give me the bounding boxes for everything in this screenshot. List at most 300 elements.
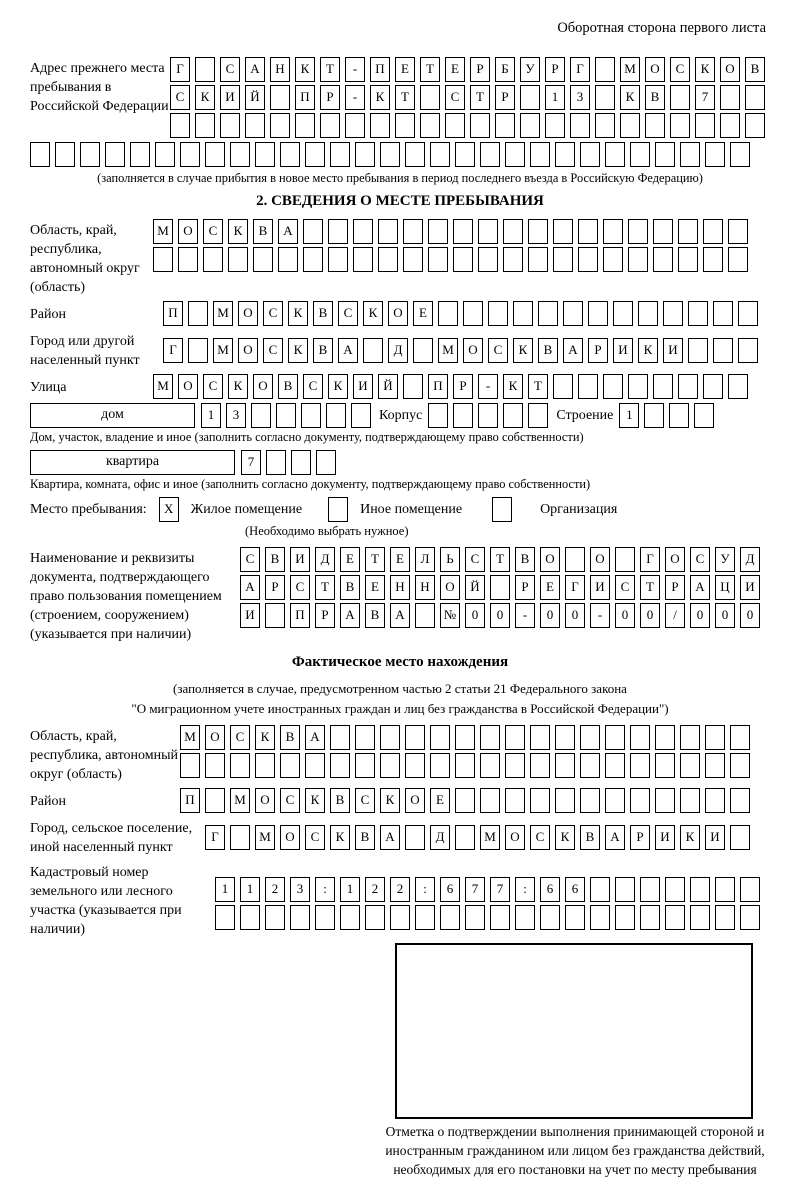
char-box[interactable]: Е <box>413 301 433 326</box>
char-box[interactable] <box>215 905 235 930</box>
char-box[interactable] <box>265 603 285 628</box>
char-box[interactable] <box>605 725 625 750</box>
char-box[interactable]: В <box>355 825 375 850</box>
char-box[interactable] <box>705 788 725 813</box>
char-box[interactable]: Г <box>163 338 183 363</box>
char-box[interactable] <box>530 788 550 813</box>
char-box[interactable]: Р <box>315 603 335 628</box>
char-box[interactable] <box>615 877 635 902</box>
char-box[interactable] <box>330 725 350 750</box>
char-box[interactable]: Р <box>320 85 340 110</box>
char-box[interactable] <box>665 877 685 902</box>
char-box[interactable] <box>355 753 375 778</box>
char-box[interactable]: С <box>355 788 375 813</box>
char-box[interactable]: 0 <box>540 603 560 628</box>
char-box[interactable] <box>503 403 523 428</box>
char-box[interactable] <box>670 85 690 110</box>
char-box[interactable]: А <box>605 825 625 850</box>
char-box[interactable] <box>280 142 300 167</box>
char-box[interactable]: К <box>295 57 315 82</box>
char-box[interactable]: Й <box>465 575 485 600</box>
char-box[interactable] <box>678 374 698 399</box>
char-box[interactable] <box>653 219 673 244</box>
char-box[interactable] <box>478 247 498 272</box>
char-box[interactable]: К <box>380 788 400 813</box>
char-box[interactable]: Е <box>340 547 360 572</box>
char-box[interactable] <box>345 113 365 138</box>
char-box[interactable] <box>555 725 575 750</box>
char-box[interactable] <box>413 338 433 363</box>
char-box[interactable]: К <box>555 825 575 850</box>
char-box[interactable]: С <box>690 547 710 572</box>
char-box[interactable] <box>328 219 348 244</box>
char-box[interactable] <box>270 85 290 110</box>
char-box[interactable]: В <box>365 603 385 628</box>
char-box[interactable]: В <box>745 57 765 82</box>
char-box[interactable]: О <box>178 374 198 399</box>
char-box[interactable]: А <box>338 338 358 363</box>
char-box[interactable] <box>705 725 725 750</box>
char-box[interactable] <box>615 547 635 572</box>
char-box[interactable] <box>665 905 685 930</box>
char-box[interactable] <box>530 753 550 778</box>
char-box[interactable] <box>445 113 465 138</box>
char-box[interactable]: Р <box>470 57 490 82</box>
char-box[interactable] <box>720 113 740 138</box>
char-box[interactable] <box>738 301 758 326</box>
char-box[interactable] <box>588 301 608 326</box>
char-box[interactable]: Т <box>395 85 415 110</box>
char-box[interactable] <box>628 219 648 244</box>
char-box[interactable]: О <box>590 547 610 572</box>
char-box[interactable] <box>705 142 725 167</box>
char-box[interactable] <box>730 788 750 813</box>
char-box[interactable]: Т <box>365 547 385 572</box>
char-box[interactable] <box>378 247 398 272</box>
char-box[interactable]: Ц <box>715 575 735 600</box>
char-box[interactable]: В <box>313 301 333 326</box>
char-box[interactable] <box>130 142 150 167</box>
char-box[interactable]: Т <box>490 547 510 572</box>
char-box[interactable] <box>230 142 250 167</box>
char-box[interactable]: 3 <box>570 85 590 110</box>
char-box[interactable]: И <box>590 575 610 600</box>
char-box[interactable] <box>255 142 275 167</box>
char-box[interactable]: № <box>440 603 460 628</box>
char-box[interactable]: 1 <box>619 403 639 428</box>
char-box[interactable]: П <box>428 374 448 399</box>
char-box[interactable] <box>188 301 208 326</box>
char-box[interactable]: 1 <box>201 403 221 428</box>
char-box[interactable] <box>528 403 548 428</box>
char-box[interactable] <box>730 825 750 850</box>
char-box[interactable] <box>403 374 423 399</box>
char-box[interactable]: Т <box>470 85 490 110</box>
char-box[interactable]: О <box>280 825 300 850</box>
char-box[interactable]: Е <box>365 575 385 600</box>
char-box[interactable] <box>730 725 750 750</box>
char-box[interactable] <box>703 374 723 399</box>
char-box[interactable] <box>490 905 510 930</box>
char-box[interactable]: К <box>513 338 533 363</box>
char-box[interactable] <box>590 905 610 930</box>
char-box[interactable] <box>463 301 483 326</box>
char-box[interactable]: Г <box>565 575 585 600</box>
char-box[interactable]: К <box>680 825 700 850</box>
char-box[interactable] <box>415 905 435 930</box>
char-box[interactable] <box>280 753 300 778</box>
char-box[interactable] <box>678 219 698 244</box>
char-box[interactable]: А <box>340 603 360 628</box>
char-box[interactable]: 0 <box>565 603 585 628</box>
char-box[interactable] <box>353 247 373 272</box>
char-box[interactable] <box>655 142 675 167</box>
char-box[interactable]: М <box>255 825 275 850</box>
char-box[interactable] <box>678 247 698 272</box>
char-box[interactable]: С <box>338 301 358 326</box>
char-box[interactable] <box>355 725 375 750</box>
char-box[interactable]: И <box>240 603 260 628</box>
char-box[interactable] <box>353 219 373 244</box>
char-box[interactable] <box>703 219 723 244</box>
char-box[interactable] <box>530 725 550 750</box>
char-box[interactable] <box>695 113 715 138</box>
char-box[interactable] <box>528 247 548 272</box>
char-box[interactable] <box>520 113 540 138</box>
char-box[interactable]: 3 <box>290 877 310 902</box>
char-box[interactable] <box>713 301 733 326</box>
char-box[interactable] <box>220 113 240 138</box>
char-box[interactable] <box>555 753 575 778</box>
char-box[interactable] <box>730 753 750 778</box>
char-box[interactable]: - <box>478 374 498 399</box>
char-box[interactable] <box>428 403 448 428</box>
char-box[interactable] <box>505 788 525 813</box>
char-box[interactable] <box>203 247 223 272</box>
char-box[interactable]: - <box>515 603 535 628</box>
char-box[interactable]: Т <box>640 575 660 600</box>
char-box[interactable]: : <box>315 877 335 902</box>
char-box[interactable]: М <box>620 57 640 82</box>
char-box[interactable]: 0 <box>465 603 485 628</box>
char-box[interactable] <box>420 85 440 110</box>
char-box[interactable] <box>470 113 490 138</box>
char-box[interactable] <box>653 247 673 272</box>
char-box[interactable] <box>703 247 723 272</box>
char-box[interactable] <box>580 753 600 778</box>
char-box[interactable]: 0 <box>640 603 660 628</box>
char-box[interactable] <box>245 113 265 138</box>
char-box[interactable] <box>630 753 650 778</box>
char-box[interactable]: К <box>228 374 248 399</box>
char-box[interactable] <box>480 788 500 813</box>
char-box[interactable]: - <box>345 85 365 110</box>
char-box[interactable] <box>351 403 371 428</box>
char-box[interactable] <box>378 219 398 244</box>
char-box[interactable] <box>640 877 660 902</box>
char-box[interactable] <box>653 374 673 399</box>
char-box[interactable] <box>480 142 500 167</box>
char-box[interactable] <box>395 113 415 138</box>
char-box[interactable] <box>55 142 75 167</box>
char-box[interactable] <box>455 725 475 750</box>
char-box[interactable] <box>195 113 215 138</box>
house-type-box[interactable]: дом <box>30 403 195 428</box>
char-box[interactable] <box>380 725 400 750</box>
char-box[interactable]: Е <box>430 788 450 813</box>
char-box[interactable] <box>340 905 360 930</box>
char-box[interactable] <box>405 753 425 778</box>
char-box[interactable]: К <box>228 219 248 244</box>
char-box[interactable]: Р <box>515 575 535 600</box>
char-box[interactable] <box>478 219 498 244</box>
char-box[interactable]: 7 <box>695 85 715 110</box>
char-box[interactable] <box>253 247 273 272</box>
char-box[interactable] <box>540 905 560 930</box>
char-box[interactable] <box>555 142 575 167</box>
char-box[interactable]: С <box>305 825 325 850</box>
char-box[interactable]: Р <box>265 575 285 600</box>
char-box[interactable] <box>553 219 573 244</box>
char-box[interactable]: Р <box>588 338 608 363</box>
char-box[interactable]: К <box>288 338 308 363</box>
char-box[interactable]: Б <box>495 57 515 82</box>
char-box[interactable]: О <box>720 57 740 82</box>
char-box[interactable] <box>430 142 450 167</box>
char-box[interactable] <box>728 247 748 272</box>
char-box[interactable]: 7 <box>465 877 485 902</box>
char-box[interactable] <box>538 301 558 326</box>
char-box[interactable] <box>578 219 598 244</box>
char-box[interactable]: / <box>665 603 685 628</box>
char-box[interactable]: 2 <box>265 877 285 902</box>
char-box[interactable] <box>405 825 425 850</box>
char-box[interactable]: Г <box>570 57 590 82</box>
char-box[interactable]: Р <box>665 575 685 600</box>
char-box[interactable] <box>715 905 735 930</box>
char-box[interactable]: К <box>620 85 640 110</box>
char-box[interactable] <box>578 247 598 272</box>
char-box[interactable] <box>326 403 346 428</box>
char-box[interactable] <box>730 142 750 167</box>
char-box[interactable]: Д <box>315 547 335 572</box>
char-box[interactable]: К <box>195 85 215 110</box>
char-box[interactable]: О <box>645 57 665 82</box>
char-box[interactable] <box>405 725 425 750</box>
char-box[interactable]: Д <box>740 547 760 572</box>
char-box[interactable] <box>330 142 350 167</box>
char-box[interactable]: А <box>245 57 265 82</box>
char-box[interactable] <box>738 338 758 363</box>
apartment-type-box[interactable]: квартира <box>30 450 235 475</box>
char-box[interactable]: М <box>213 301 233 326</box>
char-box[interactable] <box>315 905 335 930</box>
char-box[interactable] <box>305 142 325 167</box>
char-box[interactable]: М <box>230 788 250 813</box>
char-box[interactable] <box>655 725 675 750</box>
char-box[interactable] <box>528 219 548 244</box>
char-box[interactable] <box>605 142 625 167</box>
char-box[interactable]: С <box>240 547 260 572</box>
char-box[interactable]: : <box>515 877 535 902</box>
char-box[interactable]: И <box>705 825 725 850</box>
char-box[interactable] <box>595 113 615 138</box>
char-box[interactable] <box>30 142 50 167</box>
char-box[interactable]: 2 <box>390 877 410 902</box>
char-box[interactable] <box>563 301 583 326</box>
char-box[interactable] <box>188 338 208 363</box>
char-box[interactable]: В <box>280 725 300 750</box>
char-box[interactable] <box>603 247 623 272</box>
char-box[interactable] <box>580 788 600 813</box>
char-box[interactable] <box>595 57 615 82</box>
char-box[interactable]: К <box>370 85 390 110</box>
char-box[interactable] <box>680 725 700 750</box>
char-box[interactable] <box>428 247 448 272</box>
char-box[interactable]: М <box>480 825 500 850</box>
char-box[interactable]: М <box>438 338 458 363</box>
char-box[interactable] <box>266 450 286 475</box>
char-box[interactable] <box>615 905 635 930</box>
char-box[interactable] <box>430 753 450 778</box>
char-box[interactable]: Р <box>545 57 565 82</box>
char-box[interactable] <box>613 301 633 326</box>
char-box[interactable] <box>180 142 200 167</box>
char-box[interactable]: У <box>520 57 540 82</box>
char-box[interactable] <box>740 905 760 930</box>
char-box[interactable] <box>694 403 714 428</box>
char-box[interactable]: С <box>465 547 485 572</box>
char-box[interactable] <box>205 788 225 813</box>
char-box[interactable]: П <box>290 603 310 628</box>
char-box[interactable] <box>630 788 650 813</box>
char-box[interactable]: 0 <box>715 603 735 628</box>
char-box[interactable]: И <box>353 374 373 399</box>
char-box[interactable] <box>453 219 473 244</box>
char-box[interactable] <box>720 85 740 110</box>
char-box[interactable] <box>628 247 648 272</box>
char-box[interactable] <box>320 113 340 138</box>
char-box[interactable] <box>580 725 600 750</box>
char-box[interactable] <box>728 374 748 399</box>
char-box[interactable] <box>228 247 248 272</box>
char-box[interactable]: - <box>590 603 610 628</box>
char-box[interactable] <box>330 753 350 778</box>
char-box[interactable] <box>505 142 525 167</box>
char-box[interactable]: 1 <box>545 85 565 110</box>
char-box[interactable] <box>555 788 575 813</box>
char-box[interactable] <box>620 113 640 138</box>
char-box[interactable] <box>553 247 573 272</box>
char-box[interactable] <box>405 142 425 167</box>
char-box[interactable]: 7 <box>490 877 510 902</box>
char-box[interactable]: А <box>305 725 325 750</box>
char-box[interactable]: С <box>280 788 300 813</box>
char-box[interactable]: К <box>638 338 658 363</box>
char-box[interactable]: О <box>440 575 460 600</box>
char-box[interactable]: С <box>530 825 550 850</box>
char-box[interactable] <box>415 603 435 628</box>
char-box[interactable]: С <box>220 57 240 82</box>
char-box[interactable]: А <box>563 338 583 363</box>
char-box[interactable] <box>290 905 310 930</box>
char-box[interactable] <box>505 753 525 778</box>
char-box[interactable] <box>440 905 460 930</box>
char-box[interactable]: Р <box>495 85 515 110</box>
char-box[interactable]: В <box>580 825 600 850</box>
char-box[interactable]: : <box>415 877 435 902</box>
char-box[interactable] <box>690 905 710 930</box>
char-box[interactable] <box>628 374 648 399</box>
char-box[interactable] <box>316 450 336 475</box>
char-box[interactable] <box>565 905 585 930</box>
char-box[interactable]: 0 <box>490 603 510 628</box>
char-box[interactable]: К <box>695 57 715 82</box>
char-box[interactable]: Т <box>420 57 440 82</box>
char-box[interactable]: К <box>288 301 308 326</box>
char-box[interactable] <box>230 753 250 778</box>
char-box[interactable]: И <box>655 825 675 850</box>
char-box[interactable]: А <box>240 575 260 600</box>
char-box[interactable]: - <box>345 57 365 82</box>
char-box[interactable]: И <box>613 338 633 363</box>
char-box[interactable] <box>390 905 410 930</box>
char-box[interactable] <box>305 753 325 778</box>
char-box[interactable]: Д <box>430 825 450 850</box>
char-box[interactable] <box>205 753 225 778</box>
char-box[interactable] <box>580 142 600 167</box>
char-box[interactable] <box>301 403 321 428</box>
char-box[interactable]: О <box>205 725 225 750</box>
char-box[interactable] <box>230 825 250 850</box>
char-box[interactable] <box>645 113 665 138</box>
char-box[interactable] <box>155 142 175 167</box>
char-box[interactable] <box>603 219 623 244</box>
char-box[interactable]: Г <box>170 57 190 82</box>
char-box[interactable] <box>595 85 615 110</box>
char-box[interactable] <box>655 788 675 813</box>
char-box[interactable] <box>495 113 515 138</box>
char-box[interactable] <box>365 905 385 930</box>
char-box[interactable] <box>278 247 298 272</box>
char-box[interactable] <box>705 753 725 778</box>
char-box[interactable] <box>170 113 190 138</box>
char-box[interactable]: К <box>305 788 325 813</box>
char-box[interactable]: П <box>163 301 183 326</box>
char-box[interactable]: В <box>313 338 333 363</box>
char-box[interactable]: В <box>340 575 360 600</box>
char-box[interactable]: О <box>388 301 408 326</box>
char-box[interactable]: 1 <box>240 877 260 902</box>
char-box[interactable]: 6 <box>540 877 560 902</box>
char-box[interactable]: Р <box>630 825 650 850</box>
char-box[interactable] <box>655 753 675 778</box>
char-box[interactable]: О <box>178 219 198 244</box>
char-box[interactable]: К <box>255 725 275 750</box>
char-box[interactable]: С <box>670 57 690 82</box>
char-box[interactable]: Л <box>415 547 435 572</box>
char-box[interactable] <box>505 725 525 750</box>
char-box[interactable]: А <box>390 603 410 628</box>
char-box[interactable] <box>638 301 658 326</box>
char-box[interactable]: Р <box>453 374 473 399</box>
char-box[interactable] <box>455 142 475 167</box>
char-box[interactable] <box>688 338 708 363</box>
char-box[interactable] <box>453 247 473 272</box>
char-box[interactable] <box>80 142 100 167</box>
char-box[interactable]: П <box>295 85 315 110</box>
char-box[interactable]: О <box>463 338 483 363</box>
